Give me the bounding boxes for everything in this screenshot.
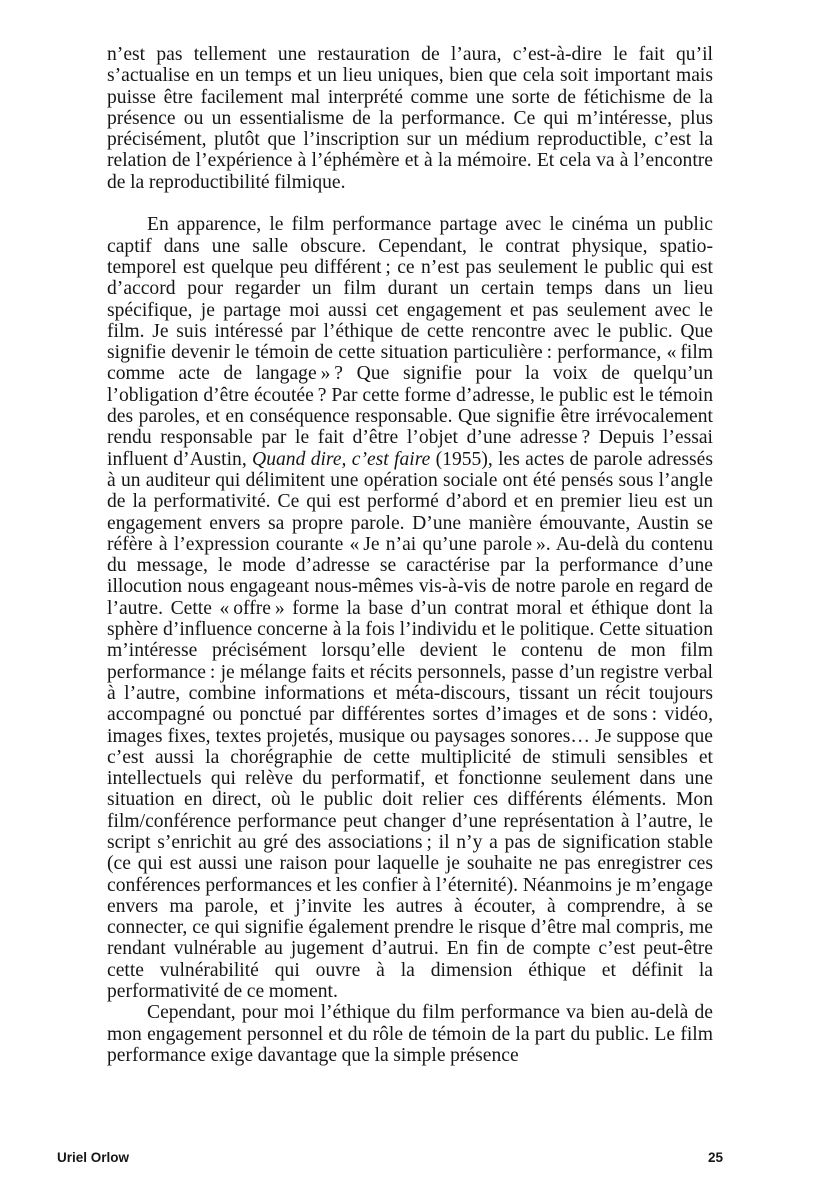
running-footer-author: Uriel Orlow: [57, 1150, 130, 1165]
paragraph: [107, 214, 713, 1002]
paragraph-text: En apparence, le film performance partage avec le cinéma un public captif dans une salle obscure. Cependant, le contrat physique, spatio-temporel est quelque peu différent ; ce n’est pas seulement le public qui est d’accord pour regarder un film durant un certain temps dans un lieu spécifique, je partage moi aussi cet engagement et pas seulement avec le film. Je suis intéressé par l’éthique de cette rencontre avec le public. Que signifie devenir le témoin de cette situation particulière : performance, « film comme acte de langage » ? Que signifie pour la voix de quelqu’un l’obligation d’être écoutée ? Par cette forme d’adresse, le public est le témoin des paroles, et en conséquence responsable. Que signifie être irrévocalement rendu responsable par le fait d’être l’objet d’une adresse ? Depuis l’essai influent d’Austin,: [107, 214, 713, 470]
page-footer: [57, 1150, 723, 1165]
paragraph-text: (1955), les actes de parole adressés à un auditeur qui délimitent une opération sociale ont été pensés sous l’angle de la performativité. Ce qui est performé d’abord et en premier lieu est un engagement envers sa propre parole. D’une manière émouvante, Austin se réfère à l’expression courante « Je n’ai qu’une parole ». Au-delà du contenu du message, le mode d’adresse se caractérise par la performance d’une illocution nous engageant nous-mêmes vis-à-vis de notre parole en regard de l’autre. Cette « offre » forme la base d’un contrat moral et éthique dont la sphère d’influence concerne à la fois l’individu et le politique. Cette situation m’intéresse précisément lorsqu’elle devient le contenu de mon film performance : je mélange faits et récits personnels, passe d’un registre verbal à l’autre, combine informations et méta-discours, tissant un récit toujours accompagné ou ponctué par différentes sortes d’images et de sons : vidéo, images fixes, textes projetés, musique ou paysages sonores… Je suppose que c’est aussi la chorégraphie de cette multiplicité de stimuli sensibles et intellectuels qui relève du performatif, et fonctionne seulement dans une situation en direct, où le public doit relier ces différents éléments. Mon film/conférence performance peut changer d’une représentation à l’autre, le script s’enrichit au gré des associations ; il n’y a pas de signification stable (ce qui est aussi une raison pour laquelle je souhaite ne pas enregistrer ces conférences performances et les confier à l’éternité). Néanmoins je m’engage envers ma parole, et j’invite les autres à écouter, à comprendre, à se connecter, ce qui signifie également prendre le risque d’être mal compris, me rendant vulnérable au jugement d’autrui. En fin de compte c’est peut-être cette vulnérabilité qui ouvre à la dimension éthique et définit la performativité de ce moment.: [107, 448, 713, 1003]
body-text: [107, 44, 713, 1066]
book-title-italic: Quand dire, c’est faire: [252, 448, 431, 470]
paragraph: n’est pas tellement une restauration de l’aura, c’est-à-dire le fait qu’il s’actualise en un temps et un lieu uniques, bien que cela soit important mais puisse être facilement mal interprété comme une sorte de fétichisme de la présence ou un essentialisme de la performance. Ce qui m’intéresse, plus précisément, plutôt que l’inscription sur un médium reproductible, c’est la relation de l’expérience à l’éphémère et à la mémoire. Et cela va à l’encontre de la reproductibilité filmique.: [107, 44, 713, 193]
page-number: 25: [707, 1150, 723, 1165]
paragraph: Cependant, pour moi l’éthique du film performance va bien au-delà de mon engagement personnel et du rôle de témoin de la part du public. Le film performance exige davantage que la simple présence: [107, 1002, 713, 1066]
